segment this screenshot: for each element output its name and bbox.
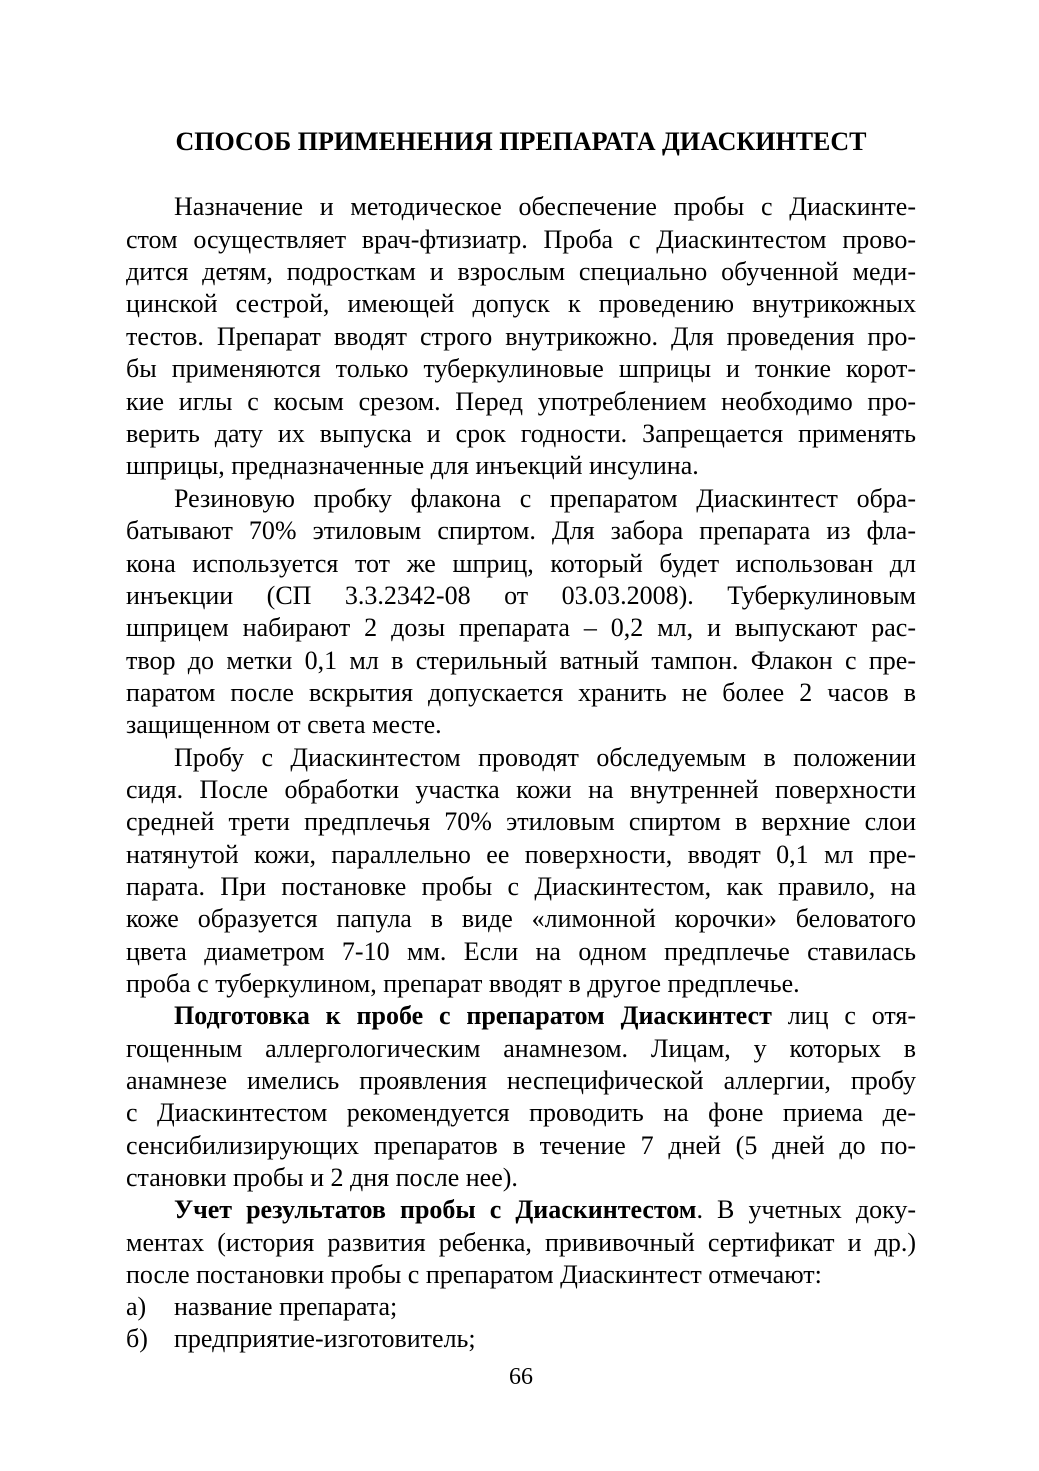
list-marker: б) (126, 1324, 148, 1353)
paragraph-3-line: сидя. После обработки участка кожи на внутренней поверхности (126, 775, 916, 804)
paragraph-4-line: сенсибилизирующих препаратов в течение 7 дней (5 дней до по- (126, 1131, 916, 1160)
paragraph-5-text: . В учетных доку- (696, 1195, 916, 1224)
paragraph-1-line: дится детям, подросткам и взрослым специально обученной меди- (126, 257, 916, 286)
paragraph-1-line: цинской сестрой, имеющей допуск к проведению внутрикожных (126, 289, 916, 318)
paragraph-3-line: цвета диаметром 7-10 мм. Если на одном предплечье ставилась (126, 937, 916, 966)
paragraph-2-line: кона используется тот же шприц, который будет использован дл (126, 549, 916, 578)
paragraph-3-line: коже образуется папула в виде «лимонной корочки» беловатого (126, 904, 916, 933)
paragraph-3-line: натянутой кожи, параллельно ее поверхности, вводят 0,1 мл пре- (126, 840, 916, 869)
subheading-results: Учет результатов пробы с Диаскинтестом (174, 1195, 697, 1224)
page-number: 66 (509, 1364, 533, 1390)
paragraph-2-line: инъекции (СП 3.3.2342-08 от 03.03.2008). Туберкулиновым (126, 581, 916, 610)
paragraph-2-line: защищенном от света месте. (126, 710, 442, 739)
paragraph-1-line: тестов. Препарат вводят строго внутрикожно. Для проведения про- (126, 322, 916, 351)
paragraph-1-line: бы применяются только туберкулиновые шприцы и тонкие корот- (126, 354, 916, 383)
list-item-text: название препарата; (174, 1292, 398, 1321)
paragraph-1-line: верить дату их выпуска и срок годности. Запрещается применять (126, 419, 916, 448)
paragraph-4-text: лиц с отя- (771, 1001, 916, 1030)
paragraph-3-line: проба с туберкулином, препарат вводят в другое предплечье. (126, 969, 800, 998)
paragraph-2-line: твор до метки 0,1 мл в стерильный ватный тампон. Флакон с пре- (126, 646, 916, 675)
paragraph-2-line: батывают 70% этиловым спиртом. Для забора препарата из фла- (126, 516, 916, 545)
paragraph-4-line: с Диаскинтестом рекомендуется проводить на фоне приема де- (126, 1098, 916, 1127)
list-item-text: предприятие-изготовитель; (174, 1324, 476, 1353)
paragraph-2-line: паратом после вскрытия допускается хранить не более 2 часов в (126, 678, 916, 707)
list-marker: а) (126, 1292, 147, 1321)
paragraph-1-line: кие иглы с косым срезом. Перед употреблением необходимо про- (126, 387, 916, 416)
paragraph-4-line: гощенным аллергологическим анамнезом. Лицам, у которых в (126, 1034, 916, 1063)
paragraph-3-line: средней трети предплечья 70% этиловым спиртом в верхние слои (126, 807, 916, 836)
subheading-preparation: Подготовка к пробе с препаратом Диаскинтест (174, 1001, 772, 1030)
page-heading: СПОСОБ ПРИМЕНЕНИЯ ПРЕПАРАТА ДИАСКИНТЕСТ (175, 127, 867, 156)
paragraph-5-line: после постановки пробы с препаратом Диаскинтест отмечают: (126, 1260, 822, 1289)
paragraph-3-line: парата. При постановке пробы с Диаскинтестом, как правило, на (126, 872, 916, 901)
paragraph-4-line: анамнезе имелись проявления неспецифической аллергии, пробу (126, 1066, 916, 1095)
paragraph-2-line: Резиновую пробку флакона с препаратом Диаскинтест обра- (174, 484, 916, 513)
paragraph-3-line: Пробу с Диаскинтестом проводят обследуемым в положении (174, 743, 916, 772)
paragraph-5-line (174, 1194, 916, 1226)
paragraph-2-line: шприцем набирают 2 дозы препарата – 0,2 мл, и выпускают рас- (126, 613, 916, 642)
paragraph-5-line: ментах (история развития ребенка, прививочный сертификат и др.) (126, 1228, 916, 1257)
paragraph-4-line: становки пробы и 2 дня после нее). (126, 1163, 518, 1192)
paragraph-1-line: стом осуществляет врач-фтизиатр. Проба с Диаскинтестом прово- (126, 225, 916, 254)
paragraph-1-line: Назначение и методическое обеспечение пробы с Диаскинте- (174, 192, 916, 221)
paragraph-1-line: шприцы, предназначенные для инъекций инсулина. (126, 451, 699, 480)
paragraph-4-line (174, 1000, 916, 1032)
document-page (126, 0, 916, 1471)
